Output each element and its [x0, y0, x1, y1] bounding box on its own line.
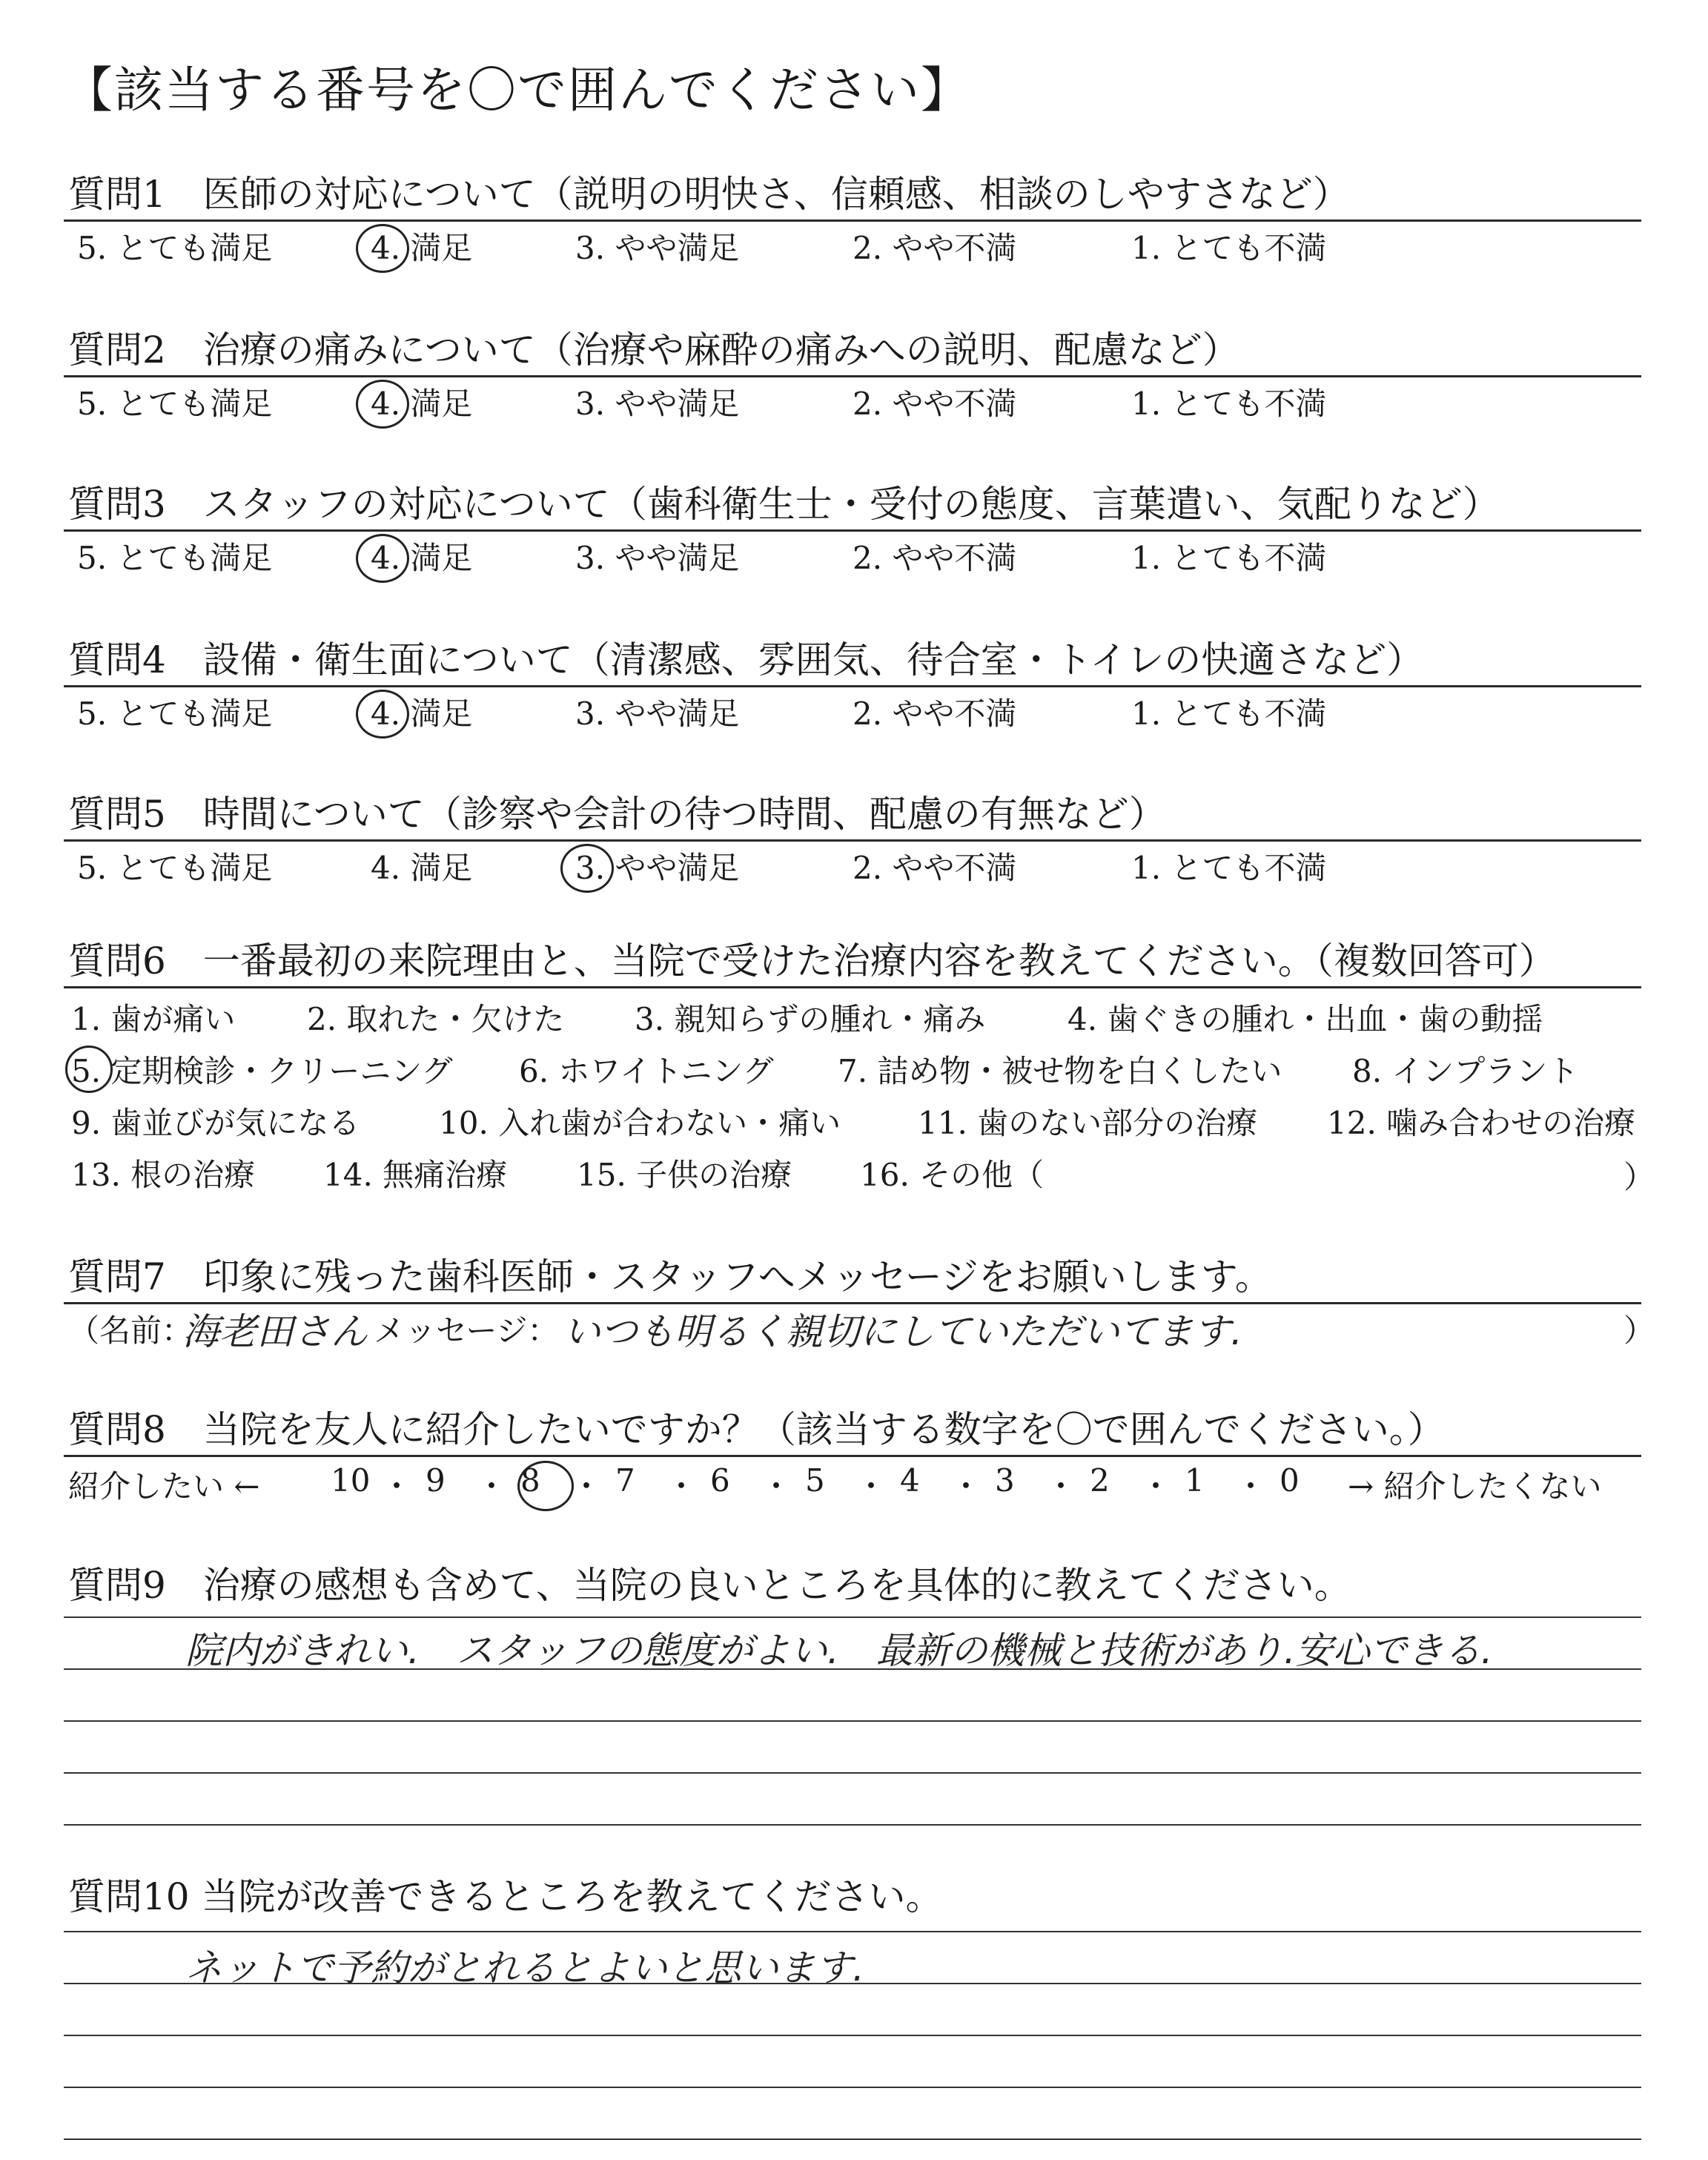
- question-4-option-5[interactable]: 5. とても満足: [77, 696, 273, 732]
- question-5-option-1[interactable]: 1. とても不満: [1131, 850, 1327, 886]
- q7-name-label: （名前：: [68, 1312, 193, 1349]
- question-1-rule: [64, 219, 1641, 222]
- question-1-option-3[interactable]: 3. やや満足: [575, 230, 740, 266]
- q8-rule: [64, 1455, 1641, 1457]
- q6-option-10[interactable]: 10. 入れ歯が合わない・痛い: [439, 1105, 841, 1141]
- q7-title: 質問7 印象に残った歯科医師・スタッフへメッセージをお願いします。: [68, 1255, 1272, 1298]
- q9-line-3: [64, 1720, 1641, 1722]
- q8-separator: ・: [1140, 1468, 1172, 1505]
- q6-selection-circle: [65, 1046, 113, 1093]
- question-4-option-1[interactable]: 1. とても不満: [1131, 696, 1327, 732]
- q6-option-5[interactable]: 5. 定期検診・クリーニング: [71, 1053, 453, 1089]
- q6-option-6[interactable]: 6. ホワイトニング: [519, 1053, 774, 1089]
- q6-option-1[interactable]: 1. 歯が痛い: [71, 1001, 236, 1037]
- q9-title: 質問9 治療の感想も含めて、当院の良いところを具体的に教えてください。: [68, 1564, 1351, 1607]
- q6-option-13[interactable]: 13. 根の治療: [71, 1157, 256, 1193]
- question-2-option-3[interactable]: 3. やや満足: [575, 386, 740, 422]
- q8-separator: ・: [571, 1468, 603, 1505]
- question-1-option-1[interactable]: 1. とても不満: [1131, 230, 1327, 266]
- question-5-title: 質問5 時間について（診察や会計の待つ時間、配慮の有無など）: [68, 793, 1166, 836]
- question-4-rule: [64, 685, 1641, 687]
- q10-answer[interactable]: ネットで予約がとれるとよいと思います.: [185, 1946, 864, 1989]
- q6-option-14[interactable]: 14. 無痛治療: [323, 1157, 508, 1193]
- question-1-option-5[interactable]: 5. とても満足: [77, 230, 273, 266]
- q10-line-3: [64, 2035, 1641, 2036]
- q7-name-value[interactable]: 海老田さん: [182, 1310, 368, 1353]
- q8-separator: ・: [381, 1468, 413, 1505]
- question-4-selection-circle: [356, 690, 409, 739]
- question-4-option-4[interactable]: 4. 満足: [371, 696, 473, 732]
- q9-line-5: [64, 1824, 1641, 1826]
- q8-scale-1[interactable]: 1: [1185, 1462, 1205, 1499]
- q9-line-1: [64, 1616, 1641, 1618]
- q8-scale-3[interactable]: 3: [995, 1462, 1015, 1499]
- q7-message-label: メッセージ：: [374, 1312, 559, 1349]
- question-1-selection-circle: [356, 224, 409, 273]
- question-1-title: 質問1 医師の対応について（説明の明快さ、信頼感、相談のしやすさなど）: [68, 173, 1350, 216]
- q6-option-8[interactable]: 8. インプラント: [1352, 1053, 1579, 1089]
- q6-option-12[interactable]: 12. 噛み合わせの治療: [1327, 1105, 1636, 1141]
- question-3-option-1[interactable]: 1. とても不満: [1131, 540, 1327, 576]
- form-header: 【該当する番号を〇で囲んでください】: [64, 62, 971, 119]
- question-5-option-2[interactable]: 2. やや不満: [853, 850, 1017, 886]
- question-3-selection-circle: [356, 534, 409, 583]
- question-5-selection-circle: [560, 844, 614, 893]
- question-5-option-4[interactable]: 4. 満足: [371, 850, 473, 886]
- question-2-rule: [64, 375, 1641, 377]
- q8-scale-9[interactable]: 9: [426, 1462, 446, 1499]
- question-4-option-3[interactable]: 3. やや満足: [575, 696, 740, 732]
- question-3-option-4[interactable]: 4. 満足: [371, 540, 473, 576]
- q9-line-4: [64, 1772, 1641, 1774]
- q8-separator: ・: [476, 1468, 508, 1505]
- q6-option-11[interactable]: 11. 歯のない部分の治療: [918, 1105, 1258, 1141]
- q8-separator: ・: [950, 1468, 982, 1505]
- question-3-rule: [64, 529, 1641, 532]
- question-2-option-4[interactable]: 4. 満足: [371, 386, 473, 422]
- q8-title: 質問8 当院を友人に紹介したいですか？（該当する数字を〇で囲んでください。）: [68, 1408, 1445, 1451]
- q8-scale-8[interactable]: 8: [520, 1462, 540, 1499]
- question-5-option-3[interactable]: 3. やや満足: [575, 850, 740, 886]
- q10-line-1: [64, 1931, 1641, 1932]
- q6-option-3[interactable]: 3. 親知らずの腫れ・痛み: [635, 1001, 986, 1037]
- q7-close: ）: [1623, 1312, 1655, 1349]
- question-2-option-1[interactable]: 1. とても不満: [1131, 386, 1327, 422]
- question-4-title: 質問4 設備・衛生面について（清潔感、雰囲気、待合室・トイレの快適さなど）: [68, 638, 1424, 681]
- q6-other-close: ）: [1623, 1159, 1655, 1195]
- question-2-title: 質問2 治療の痛みについて（治療や麻酔の痛みへの説明、配慮など）: [68, 328, 1239, 371]
- q10-line-5: [64, 2138, 1641, 2140]
- q8-scale-7[interactable]: 7: [615, 1462, 635, 1499]
- question-1-option-4[interactable]: 4. 満足: [371, 230, 473, 266]
- question-5-option-5[interactable]: 5. とても満足: [77, 850, 273, 886]
- q8-scale-0[interactable]: 0: [1280, 1462, 1300, 1499]
- q6-option-2[interactable]: 2. 取れた・欠けた: [307, 1001, 565, 1037]
- q6-option-4[interactable]: 4. 歯ぐきの腫れ・出血・歯の動揺: [1068, 1001, 1543, 1037]
- q8-selection-circle: [517, 1461, 574, 1511]
- q10-line-4: [64, 2087, 1641, 2088]
- question-2-option-5[interactable]: 5. とても満足: [77, 386, 273, 422]
- q8-separator: ・: [666, 1468, 698, 1505]
- q8-scale-2[interactable]: 2: [1090, 1462, 1110, 1499]
- q8-scale-6[interactable]: 6: [710, 1462, 730, 1499]
- question-3-option-5[interactable]: 5. とても満足: [77, 540, 273, 576]
- q7-message-value[interactable]: いつも明るく親切にしていただいてます.: [563, 1310, 1242, 1353]
- q6-rule: [64, 986, 1641, 988]
- question-4-option-2[interactable]: 2. やや不満: [853, 696, 1017, 732]
- question-3-option-3[interactable]: 3. やや満足: [575, 540, 740, 576]
- q8-scale-5[interactable]: 5: [805, 1462, 825, 1499]
- q6-title: 質問6 一番最初の来院理由と、当院で受けた治療内容を教えてください。（複数回答可）: [68, 939, 1556, 982]
- q10-title: 質問10 当院が改善できるところを教えてください。: [68, 1875, 943, 1918]
- q6-option-15[interactable]: 15. 子供の治療: [577, 1157, 792, 1193]
- question-2-option-2[interactable]: 2. やや不満: [853, 386, 1017, 422]
- q8-scale-4[interactable]: 4: [900, 1462, 920, 1499]
- q6-option-7[interactable]: 7. 詰め物・被せ物を白くしたい: [838, 1053, 1282, 1089]
- question-5-rule: [64, 839, 1641, 842]
- q6-option-16[interactable]: 16. その他（: [860, 1157, 1045, 1193]
- q8-scale-10[interactable]: 10: [331, 1462, 371, 1499]
- q8-left-label: 紹介したい ←: [68, 1468, 260, 1505]
- q8-separator: ・: [1045, 1468, 1077, 1505]
- q8-separator: ・: [761, 1468, 792, 1505]
- q9-answer[interactable]: 院内がきれい. スタッフの態度がよい. 最新の機械と技術があり.安心できる.: [185, 1629, 1493, 1672]
- q8-separator: ・: [1235, 1468, 1267, 1505]
- question-3-option-2[interactable]: 2. やや不満: [853, 540, 1017, 576]
- question-3-title: 質問3 スタッフの対応について（歯科衛生士・受付の態度、言葉遣い、気配りなど）: [68, 483, 1500, 526]
- q6-option-9[interactable]: 9. 歯並びが気になる: [71, 1105, 360, 1141]
- question-1-option-2[interactable]: 2. やや不満: [853, 230, 1017, 266]
- question-2-selection-circle: [356, 380, 409, 429]
- q8-right-label: → 紹介したくない: [1348, 1468, 1602, 1505]
- q8-separator: ・: [855, 1468, 887, 1505]
